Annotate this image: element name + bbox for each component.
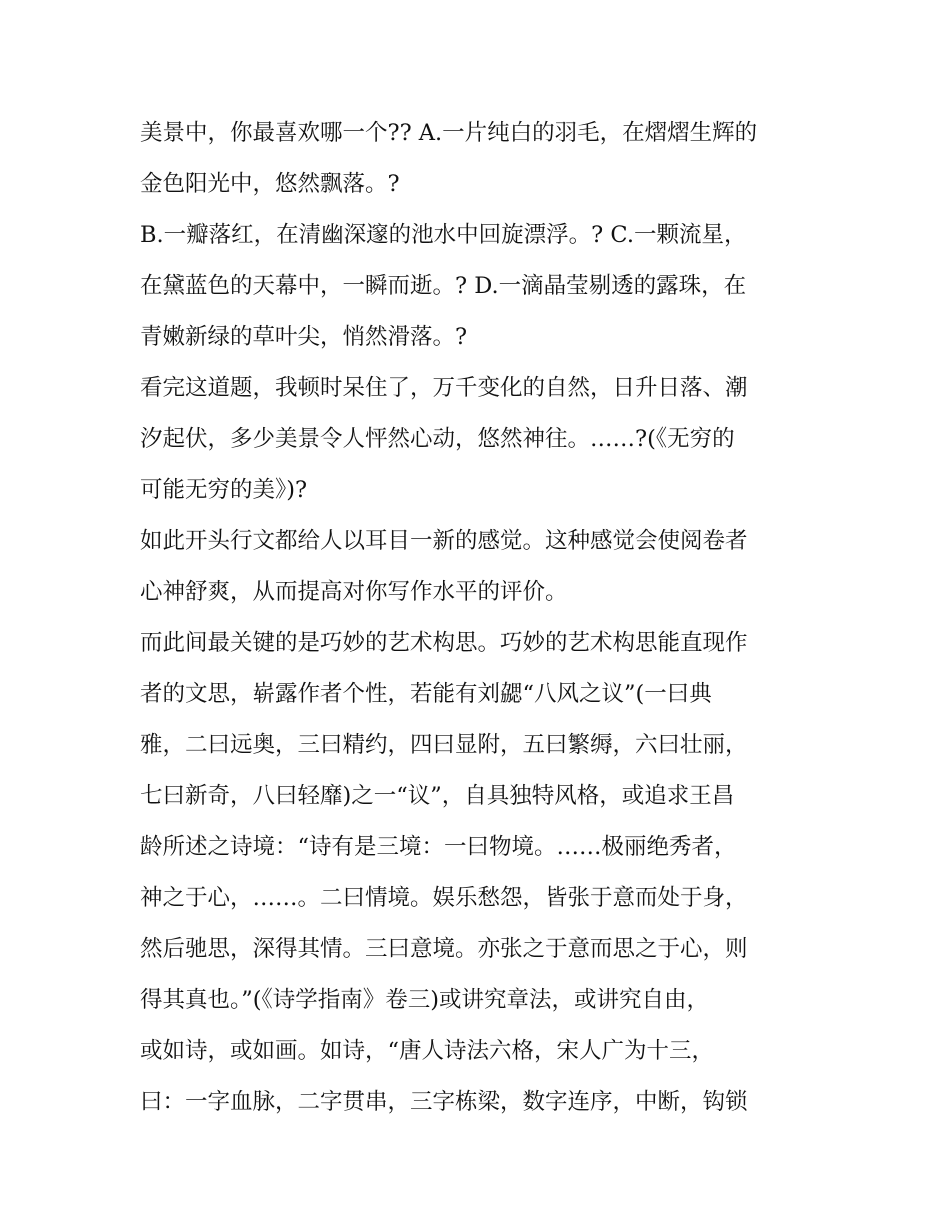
- text-line: 得其真也。”(《诗学指南》卷三)或讲究章法，或讲究自由，: [140, 987, 710, 1013]
- text-line: 汐起伏，多少美景令人怦然心动，悠然神往。……?(《无穷的: [140, 426, 735, 452]
- text-line: 可能无穷的美》)?: [140, 477, 308, 503]
- text-line: B.一瓣落红，在清幽深邃的池水中回旋漂浮。? C.一颗流星，: [140, 222, 747, 248]
- text-line: 青嫩新绿的草叶尖，悄然滑落。?: [140, 324, 468, 350]
- text-line: 在黛蓝色的天幕中，一瞬而逝。? D.一滴晶莹剔透的露珠，在: [140, 273, 747, 299]
- text-line: 心神舒爽，从而提高对你写作水平的评价。: [140, 579, 568, 605]
- text-line: 如此开头行文都给人以耳目一新的感觉。这种感觉会使阅卷者: [140, 528, 748, 554]
- text-line: 者的文思，崭露作者个性，若能有刘勰“八风之议”(一曰典: [140, 681, 712, 707]
- text-line: 龄所述之诗境：“诗有是三境：一曰物境。……极丽绝秀者，: [140, 834, 737, 860]
- text-line: 曰：一字血脉，二字贯串，三字栋梁，数字连序，中断，钩锁: [140, 1089, 748, 1115]
- text-line: 神之于心，……。二曰情境。娱乐愁怨，皆张于意而处于身，: [140, 885, 748, 911]
- text-line: 看完这道题，我顿时呆住了，万千变化的自然，日升日落、潮: [140, 375, 748, 401]
- document-body: [140, 108, 820, 1128]
- text-line: 然后驰思，深得其情。三曰意境。亦张之于意而思之于心，则: [140, 936, 748, 962]
- text-line: 七曰新奇，八曰轻靡)之一“议”，自具独特风格，或追求王昌: [140, 783, 735, 809]
- text-line: 或如诗，或如画。如诗，“唐人诗法六格，宋人广为十三，: [140, 1038, 715, 1064]
- text-line: 而此间最关键的是巧妙的艺术构思。巧妙的艺术构思能直现作: [140, 630, 748, 656]
- text-line: 金色阳光中，悠然飘落。?: [140, 171, 400, 197]
- text-line: 雅，二曰远奥，三曰精约，四曰显附，五曰繁缛，六曰壮丽，: [140, 732, 748, 758]
- text-line: 美景中，你最喜欢哪一个?? A.一片纯白的羽毛，在熠熠生辉的: [140, 120, 758, 146]
